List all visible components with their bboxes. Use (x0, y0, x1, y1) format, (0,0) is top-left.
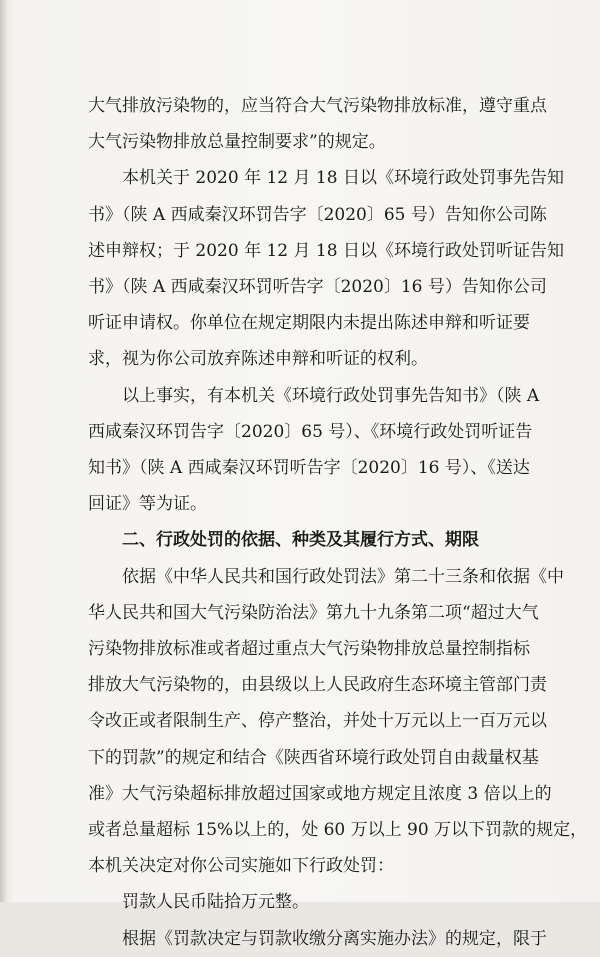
text-line: 西咸秦汉环罚告字〔2020〕65 号）、《环境行政处罚听证告 (88, 421, 533, 442)
text-line: 本机关决定对你公司实施如下行政处罚： (88, 856, 394, 877)
text-line: 回证》等为证。 (88, 494, 207, 515)
text-line: 排放大气污染物的，由县级以上人民政府生态环境主管部门责 (88, 675, 547, 696)
paragraph-evidence (88, 378, 540, 523)
text-line: 听证申请权。你单位在规定期限内未提出陈述申辩和听证要 (88, 313, 530, 334)
paragraph-continuation (88, 88, 547, 160)
text-line: 本机关于 2020 年 12 月 18 日以《环境行政处罚事先告知 (122, 168, 564, 189)
text-line: 罚款人民币陆拾万元整。 (122, 892, 309, 913)
paragraph-penalty (88, 884, 520, 920)
text-line: 令改正或者限制生产、停产整治，并处十万元以上一百万元以 (88, 711, 547, 732)
section-heading-text: 二、行政处罚的依据、种类及其履行方式、期限 (122, 530, 479, 551)
document-body (88, 88, 588, 957)
paragraph-legal-basis (88, 559, 588, 885)
text-line: 准》大气污染超标排放超过国家或地方规定且浓度 3 倍以上的 (88, 783, 552, 804)
text-line: 下的罚款”的规定和结合《陕西省环境行政处罚自由裁量权基 (88, 747, 539, 768)
text-line: 书》（陕 A 西咸秦汉环罚听告字〔2020〕16 号）告知你公司 (88, 277, 547, 298)
text-line: 污染物排放标准或者超过重点大气污染物排放总量控制指标 (88, 639, 530, 660)
text-line: 述申辩权；于 2020 年 12 月 18 日以《环境行政处罚听证告知 (88, 240, 564, 261)
text-line: 大气排放污染物的，应当符合大气污染物排放标准，遵守重点 (88, 96, 547, 116)
text-line: 求，视为你公司放弃陈述申辩和听证的权利。 (88, 349, 428, 370)
text-line: 依据《中华人民共和国行政处罚法》第二十三条和依据《中 (122, 566, 564, 587)
text-line: 根据《罚款决定与罚款收缴分离实施办法》的规定，限于 (122, 928, 547, 949)
text-line: 书》（陕 A 西咸秦汉环罚告字〔2020〕65 号）告知你公司陈 (88, 204, 547, 225)
text-line: 大气污染物排放总量控制要求”的规定。 (88, 132, 386, 153)
page-binding-edge (0, 0, 6, 902)
text-line: 或者总量超标 15%以上的，处 60 万以上 90 万以下罚款的规定， (88, 820, 588, 841)
text-line: 华人民共和国大气污染防治法》第九十九条第二项“超过大气 (88, 602, 539, 623)
paragraph-payment (88, 921, 547, 957)
text-line: 以上事实，有本机关《环境行政处罚事先告知书》（陕 A (122, 385, 540, 406)
paragraph-notification (88, 160, 564, 377)
section-heading (88, 522, 520, 558)
text-line: 知书》（陕 A 西咸秦汉环罚听告字〔2020〕16 号）、《送达 (88, 458, 530, 479)
